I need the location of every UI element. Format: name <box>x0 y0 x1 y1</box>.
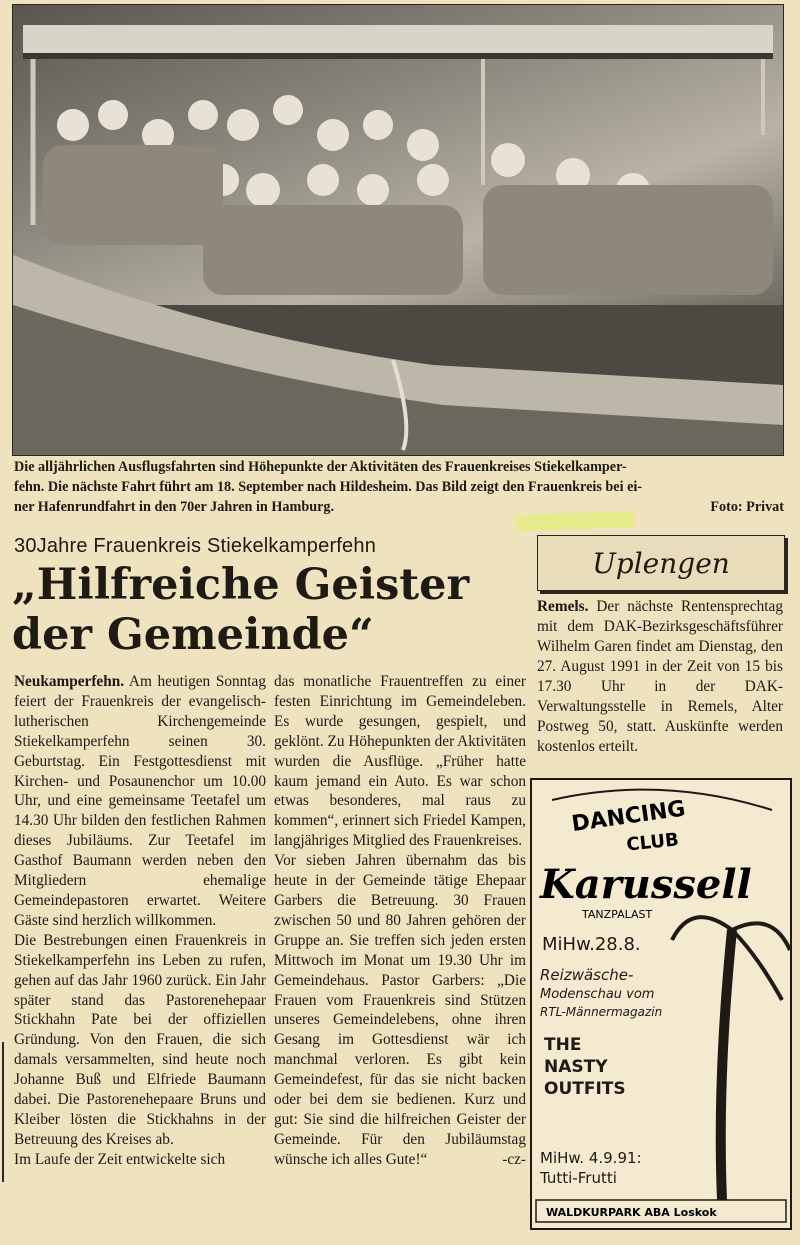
ad-band-line1: THE <box>544 1035 582 1055</box>
boat-photo-illustration <box>13 5 783 455</box>
ad-event1-line2: Modenschau vom <box>540 987 655 1002</box>
dateline: Remels. <box>537 598 589 615</box>
photo-caption <box>14 457 784 517</box>
paragraph-text: Vor sieben Jahren übernahm das bis heute in der Gemeinde tätige Ehepaar Garbers die Betreuung. 30 Frauen zwischen 50 und 80 Jahren gehören der Gruppe an. Sie treffen sich jeden ersten Mittwoch im Monat um 19.30 Uhr im Gemeindehaus. Pastor Garbers: „Die Frauen vom Frauenkreis sind Stützen unseres Gemeindelebens, ohne ihren Gesang im Gottesdienst wär ich manchmal verloren. Es gibt kein Gemeindefest, für das sie nicht backen oder bei dem sie bedienen. Kurz und gut: Sie sind die hilfreichen Geister der Gemeinde. Für den Jubiläumstag wünsche ich alles Gute!“ <box>274 852 526 1168</box>
highlighter-mark <box>515 511 635 531</box>
article-column-1 <box>14 672 266 1170</box>
article-column-2 <box>274 672 526 1170</box>
caption-line: Die alljährlichen Ausflugsfahrten sind Höhepunkte der Aktivitäten des Frauenkreises Stiekelkamper- <box>14 459 627 475</box>
ad-band-line2: NASTY <box>544 1057 608 1077</box>
paragraph-text: Am heutigen Sonntag feiert der Frauenkreis der evangelisch-lutherischen Kirchengemeinde Stiekelkamperfehn seinen 30. Geburtstag. Ein Festgottesdienst mit Kirchen- und Posaunenchor um 10.00 Uhr, und eine gemeinsame Teetafel um 14.30 Uhr bilden den festlichen Rahmen dieses Jubiläums. Zur Teetafel im Gasthof Baumann werden neben den Mitgliedern ehemalige Gemeindepastoren erwartet. Weitere Gäste sind herzlich willkommen. <box>14 673 266 929</box>
author-signature: -cz- <box>502 1150 526 1168</box>
section-heading: Uplengen <box>592 546 730 580</box>
ad-event1-line3: RTL-Männermagazin <box>540 1005 663 1019</box>
headline-line: „Hilfreiche Geister <box>12 560 470 610</box>
margin-bracket <box>2 1042 10 1182</box>
ad-sub: TANZPALAST <box>582 908 653 921</box>
article-kicker: 30Jahre Frauenkreis Stiekelkamperfehn <box>14 535 377 557</box>
section-heading-box <box>537 535 785 591</box>
paragraph: Im Laufe der Zeit entwickelte sich <box>14 1150 226 1168</box>
paragraph <box>14 672 266 931</box>
paragraph-text: Der nächste Rentensprechtag mit dem DAK-Bezirksgeschäftsführer Wilhelm Garen findet am Dienstag, den 27. August 1991 in der Zeit von 15 bis 17.30 Uhr in der DAK-Verwaltungsstelle in Remels, Alter Postweg 50, statt. Auskünfte werden kostenlos erteilt. <box>537 598 783 755</box>
ad-band-line3: OUTFITS <box>544 1079 626 1099</box>
sidebar-notice <box>537 597 783 757</box>
caption-line-text: ner Hafenrundfahrt in den 70er Jahren in Hamburg. <box>14 499 335 515</box>
ad-date1: MiHw.28.8. <box>542 934 641 955</box>
paragraph <box>274 851 526 1170</box>
paragraph: das monatliche Frauentreffen zu einer festen Einrichtung im Gemeindeleben. Es wurde gesungen, gespielt, und geklönt. Zu Höhepunkten der Aktivitäten wurden die Ausflüge. „Früher hatte kaum jemand ein Auto. Es war schon etwas besonderes, mal raus zu kommen“, erinnert sich Friedel Kampen, langjähriges Mitglied des Frauenkreises. <box>274 673 526 850</box>
ad-event1-line1: Reizwäsche- <box>540 966 634 984</box>
ad-club-name: Karussell <box>540 861 752 908</box>
headline-line: der Gemeinde“ <box>12 610 374 660</box>
ad-club-line1: DANCING <box>570 796 688 838</box>
ad-footer: WALDKURPARK ABA Loskok <box>546 1206 717 1219</box>
club-advertisement <box>530 778 792 1230</box>
group-photo <box>12 4 784 456</box>
dateline: Neukamperfehn. <box>14 673 125 690</box>
ad-event2: Tutti-Frutti <box>540 1169 617 1187</box>
article-headline <box>12 560 522 660</box>
photo-credit: Foto: Privat <box>710 499 784 515</box>
ad-date2: MiHw. 4.9.91: <box>540 1149 642 1167</box>
paragraph: Die Bestrebungen einen Frauenkreis in Stiekelkamperfehn ins Leben zu rufen, gehen auf das Jahr 1960 zurück. Ein Jahr später stand das Pastorenehepaar Stickhahn Pate bei der offiziellen Gründung. Von den Frauen, die sich damals versammelten, sind heute noch Johanne Buß und Elfriede Baumann dabei. Die Pastorenehepaare Bruns und Kleiber lösten die Stickhahns in der Betreuung des Kreises ab. <box>14 931 266 1148</box>
ad-club-line2: CLUB <box>625 829 680 856</box>
caption-line: fehn. Die nächste Fahrt führt am 18. September nach Hildesheim. Das Bild zeigt den Frauenkreis bei ei- <box>14 479 643 495</box>
ad-artwork <box>532 780 790 1228</box>
caption-line <box>14 497 784 517</box>
paragraph <box>537 597 783 757</box>
